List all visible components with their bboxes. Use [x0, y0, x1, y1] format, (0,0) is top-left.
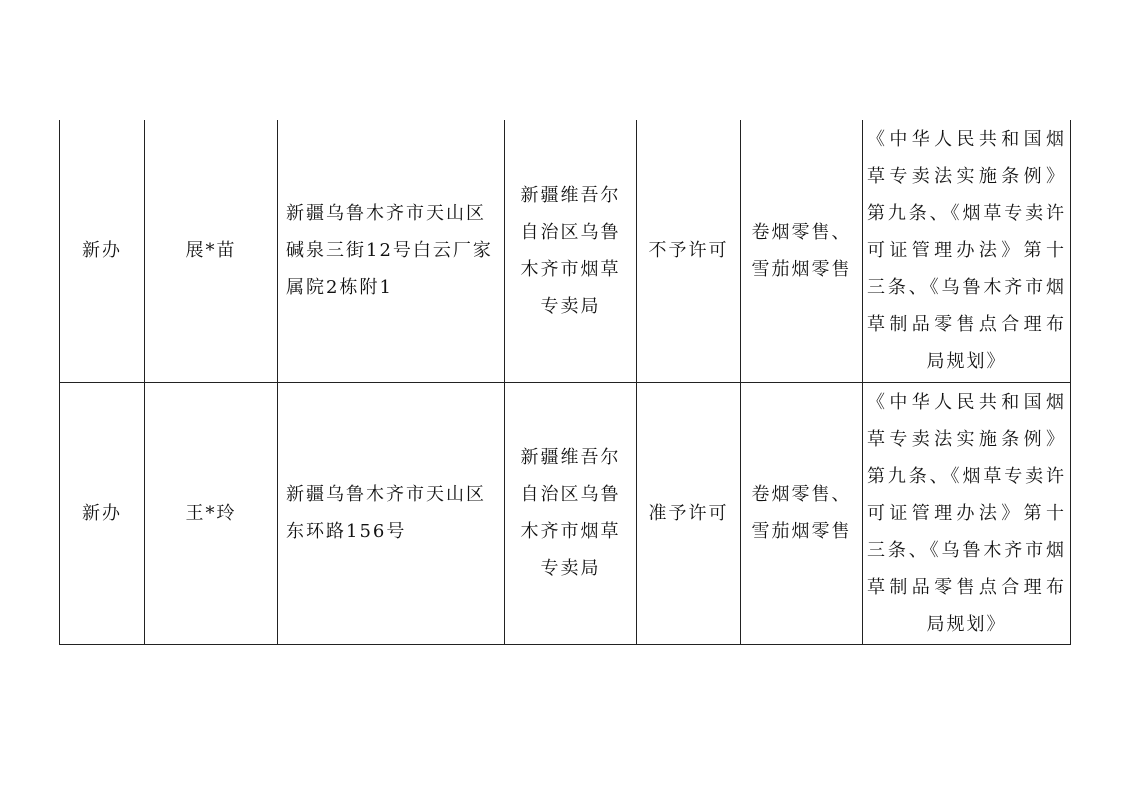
table-row — [60, 120, 1071, 382]
business-scope-cell: 卷烟零售、雪茄烟零售 — [741, 382, 863, 644]
business-address-cell: 新疆乌鲁木齐市天山区东环路156号 — [278, 382, 505, 644]
issuing-authority-cell: 新疆维吾尔自治区乌鲁木齐市烟草专卖局 — [505, 382, 637, 644]
applicant-name-cell: 展*苗 — [145, 120, 278, 382]
business-address-cell: 新疆乌鲁木齐市天山区碱泉三街12号白云厂家属院2栋附1 — [278, 120, 505, 382]
legal-basis-cell: 《中华人民共和国烟草专卖法实施条例》第九条、《烟草专卖许可证管理办法》第十三条、《乌鲁木齐市烟草制品零售点合理布局规划》 — [863, 120, 1071, 382]
issuing-authority-cell: 新疆维吾尔自治区乌鲁木齐市烟草专卖局 — [505, 120, 637, 382]
business-scope-cell: 卷烟零售、雪茄烟零售 — [741, 120, 863, 382]
decision-cell: 不予许可 — [637, 120, 741, 382]
applicant-name-cell: 王*玲 — [145, 382, 278, 644]
license-table-container — [59, 120, 1070, 645]
application-type-cell: 新办 — [60, 382, 145, 644]
application-type-cell: 新办 — [60, 120, 145, 382]
table-row — [60, 382, 1071, 644]
legal-basis-cell: 《中华人民共和国烟草专卖法实施条例》第九条、《烟草专卖许可证管理办法》第十三条、《乌鲁木齐市烟草制品零售点合理布局规划》 — [863, 382, 1071, 644]
license-table — [59, 120, 1071, 645]
decision-cell: 准予许可 — [637, 382, 741, 644]
